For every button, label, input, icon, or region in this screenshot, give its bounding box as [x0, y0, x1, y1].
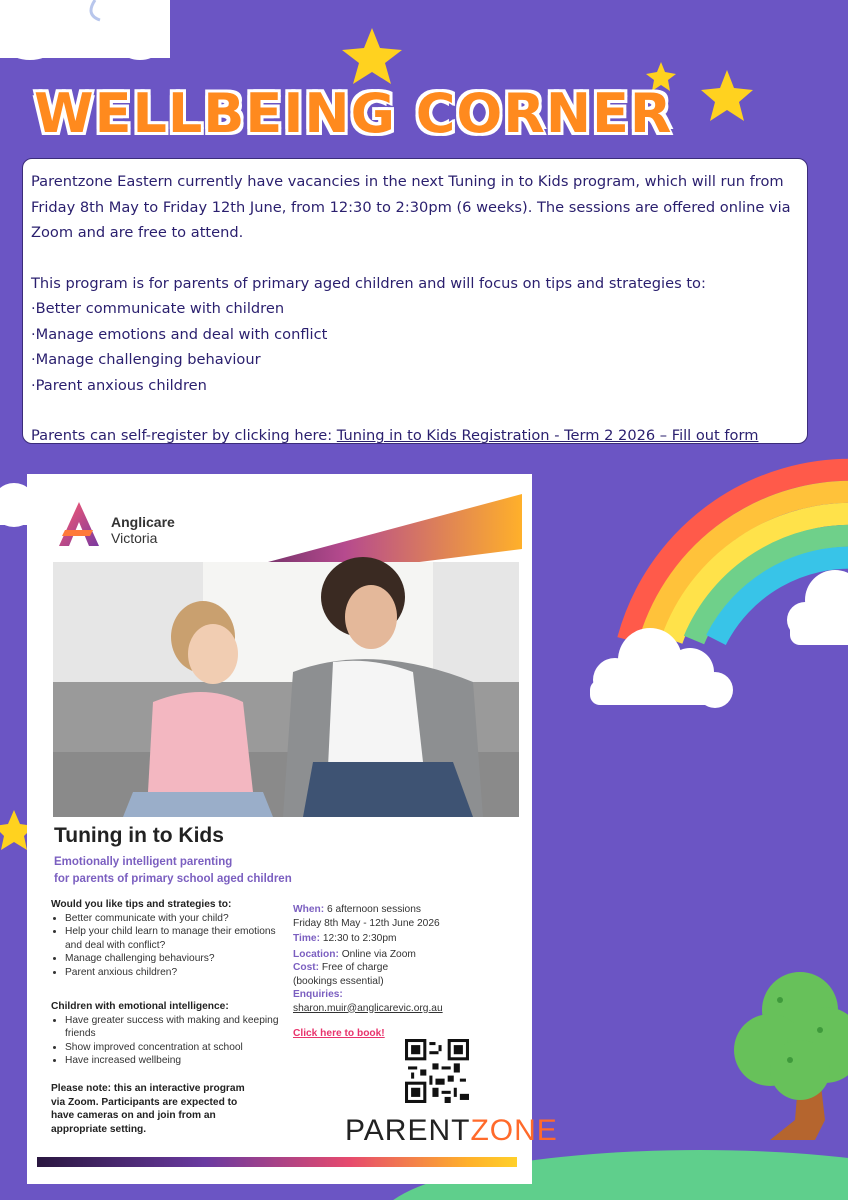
- parentzone-logo: [345, 1114, 558, 1148]
- dates-value: Friday 8th May - 12th June 2026: [293, 917, 440, 929]
- enquiries-email[interactable]: sharon.muir@anglicarevic.org.au: [293, 1002, 443, 1014]
- flyer-photo: [53, 562, 519, 817]
- tips-section: [51, 898, 289, 979]
- register-line: [31, 423, 799, 449]
- ei-heading: Children with emotional intelligence:: [51, 1001, 229, 1012]
- when-value: 6 afternoon sessions: [326, 904, 421, 915]
- ei-item: • Have greater success with making and keeping friends: [65, 1014, 289, 1041]
- ei-section: [51, 1000, 289, 1068]
- info-bullet: ·Manage emotions and deal with conflict: [31, 325, 328, 343]
- page-title: WELLBEING CORNER: [34, 82, 673, 145]
- location-label: Location:: [293, 948, 339, 960]
- ei-item: • Show improved concentration at school: [65, 1041, 289, 1055]
- registration-link[interactable]: Tuning in to Kids Registration - Term 2 2026 – Fill out form: [336, 427, 759, 444]
- tip-item: • Help your child learn to manage their emotions and deal with conflict?: [65, 925, 289, 952]
- info-bullet: ·Better communicate with children: [31, 300, 285, 317]
- when-label: When:: [293, 904, 325, 915]
- cost-value: Free of charge: [321, 962, 389, 973]
- cloud-icon: [787, 570, 848, 645]
- flyer-subtitle-line: for parents of primary school aged children: [54, 873, 292, 885]
- brand-left: PARENT: [345, 1114, 471, 1147]
- tip-item: • Manage challenging behaviours?: [65, 952, 289, 966]
- flyer-gradient-bar: [37, 1157, 517, 1167]
- details-section: [293, 903, 493, 1041]
- info-bullet: ·Parent anxious children: [31, 376, 207, 394]
- flyer-subtitle-line: Emotionally intelligent parenting: [54, 856, 233, 868]
- info-bullet: ·Manage challenging behaviour: [31, 351, 261, 368]
- logo-sub: Victoria: [111, 530, 158, 546]
- participation-note: Please note: this an interactive program via Zoom. Participants are expected to have cameras on and join from an appropriate setting.: [51, 1083, 245, 1135]
- logo-name: Anglicare: [111, 514, 175, 530]
- anglicare-logo-icon: [57, 500, 101, 548]
- time-label: Time:: [293, 933, 320, 944]
- flyer: [27, 474, 558, 1184]
- book-link[interactable]: Click here to book!: [293, 1028, 385, 1039]
- location-value: Online via Zoom: [341, 948, 416, 960]
- info-paragraph-intro: Parentzone Eastern currently have vacancies in the next Tuning in to Kids program, which will run from Friday 8th May to Friday 12th June, from 12:30 to 2:30pm (6 weeks). The sessions are offered online via Zoom and are free to attend.: [31, 173, 791, 241]
- tip-item: • Parent anxious children?: [65, 966, 289, 980]
- info-box: [22, 158, 808, 444]
- cloud-icon: [590, 628, 733, 708]
- cloud-icon: [0, 0, 170, 60]
- tips-heading: Would you like tips and strategies to:: [51, 899, 232, 910]
- register-prefix: Parents can self-register by clicking here:: [31, 427, 337, 444]
- cost-label: Cost:: [293, 962, 320, 973]
- info-paragraph-program: This program is for parents of primary aged children and will focus on tips and strategies to:: [31, 274, 706, 292]
- tree-icon: [734, 972, 848, 1140]
- ei-item: • Have increased wellbeing: [65, 1054, 289, 1068]
- time-value: 12:30 to 2:30pm: [322, 933, 397, 944]
- cost-note: (bookings essential): [293, 975, 384, 987]
- star-icon: [701, 70, 753, 121]
- star-icon: [342, 28, 402, 84]
- tip-item: • Better communicate with your child?: [65, 912, 289, 926]
- qr-code-icon[interactable]: [405, 1039, 469, 1103]
- brand-right: ZONE: [470, 1114, 558, 1147]
- flyer-subtitle: [54, 854, 354, 888]
- flyer-title: Tuning in to Kids: [54, 824, 224, 847]
- enquiries-label: Enquiries:: [293, 989, 343, 1000]
